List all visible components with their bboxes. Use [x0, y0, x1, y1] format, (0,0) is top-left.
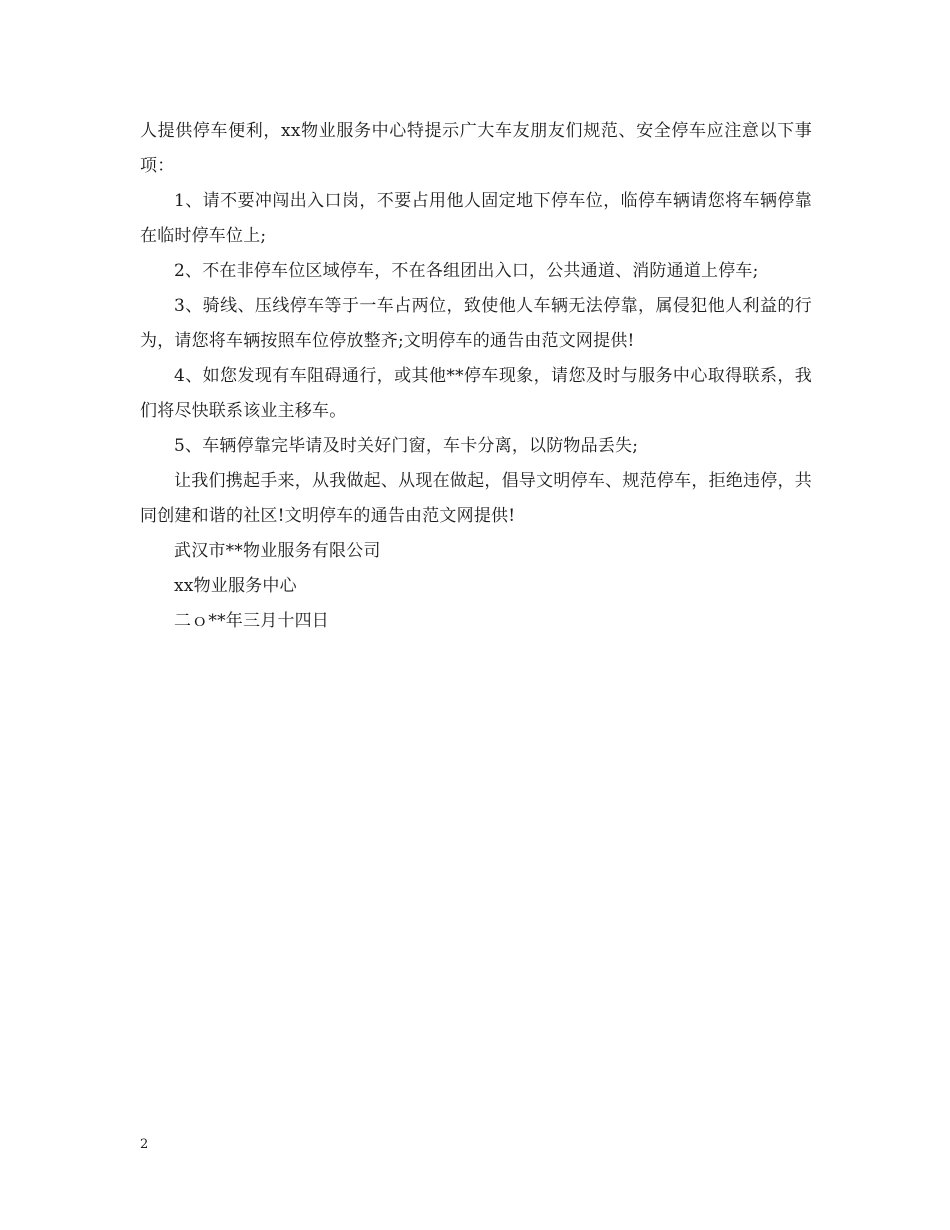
page-number: 2: [140, 1137, 149, 1152]
paragraph-item-3: 3、骑线、压线停车等于一车占两位，致使他人车辆无法停靠，属侵犯他人利益的行为，请您将车辆按照车位停放整齐;文明停车的通告由范文网提供!: [140, 296, 812, 351]
signature-service-center: xx物业服务中心: [174, 576, 297, 596]
signature-date: 二ｏ**年三月十四日: [174, 611, 329, 631]
document-body: [140, 114, 812, 639]
paragraph-closing-appeal: 让我们携起手来，从我做起、从现在做起，倡导文明停车、规范停车，拒绝违停，共同创建和谐的社区!文明停车的通告由范文网提供!: [140, 471, 812, 526]
signature-company: 武汉市**物业服务有限公司: [174, 541, 381, 561]
paragraph-item-1: 1、请不要冲闯出入口岗，不要占用他人固定地下停车位，临停车辆请您将车辆停靠在临时停车位上;: [140, 191, 812, 246]
paragraph-item-2: 2、不在非停车位区域停车，不在各组团出入口，公共通道、消防通道上停车;: [174, 261, 759, 281]
paragraph-intro-continued: 人提供停车便利，xx物业服务中心特提示广大车友朋友们规范、安全停车应注意以下事项：: [140, 121, 812, 176]
paragraph-item-5: 5、车辆停靠完毕请及时关好门窗，车卡分离，以防物品丢失;: [174, 436, 639, 456]
paragraph-item-4: 4、如您发现有车阻碍通行，或其他**停车现象，请您及时与服务中心取得联系，我们将尽快联系该业主移车。: [140, 366, 812, 421]
